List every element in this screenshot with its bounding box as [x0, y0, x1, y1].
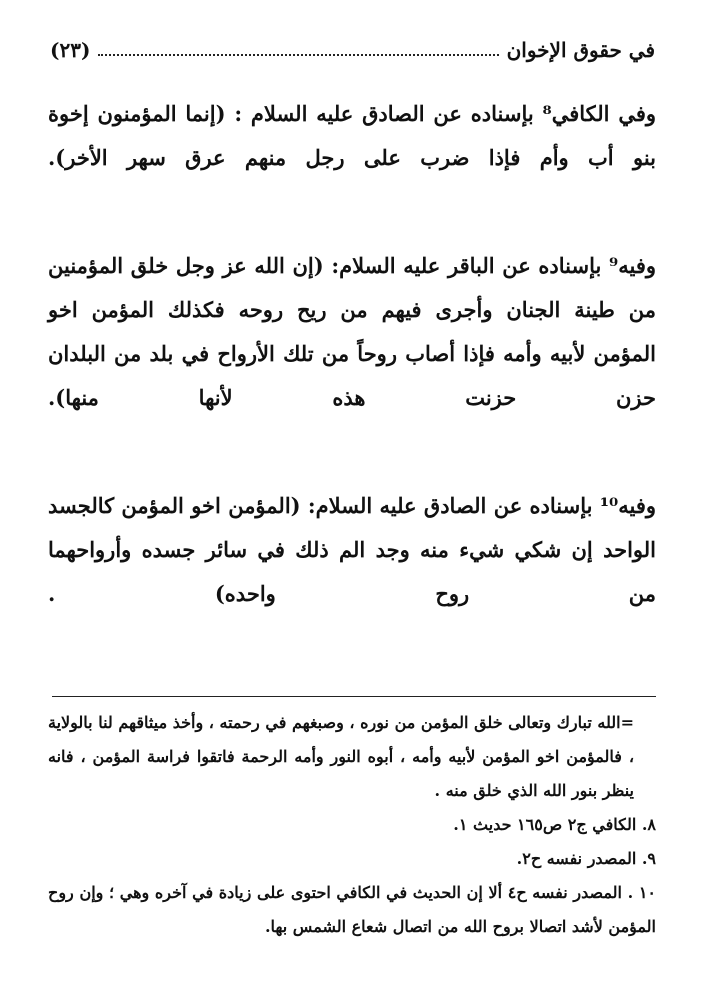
footnote-separator	[52, 696, 656, 697]
header-title: في حقوق الإخوان	[506, 38, 655, 62]
footnote-8: ٨. الكافي ج٢ ص١٦٥ حديث ١.	[453, 815, 656, 834]
footnote-continuation: =الله تبارك وتعالى خلق المؤمن من نوره ، وصبغهم في رحمته ، وأخذ ميثاقهم لنا بالولاية ، فالمؤمن اخو المؤمن لأبيه وأمه ، أبوه النور وأمه الرحمة فاتقوا فراسة المؤمن ، فانه ينظر بنور الله الذي خلق منه .	[48, 713, 635, 800]
footnotes	[48, 706, 656, 944]
paragraph-al-kafi: وفي الكافي⁸ بإسناده عن الصادق عليه السلام : (إنما المؤمنون إخوة بنو أب وأم فإذا ضرب على رجل منهم عرق سهر الأخر).	[48, 101, 657, 170]
footnote-9: ٩. المصدر نفسه ح٢.	[516, 849, 656, 868]
page-number: (٢٣)	[50, 38, 91, 62]
paragraph-al-baqir: وفيه⁹ بإسناده عن الباقر عليه السلام: (إن الله عز وجل خلق المؤمنين من طينة الجنان وأجرى فيهم من ريح روحه فكذلك المؤمن اخو المؤمن لأبيه وأمه فإذا أصاب روحاً من تلك الأرواح في بلد من البلدان حزن حزنت هذه لأنها منها).	[48, 253, 656, 410]
header-dotted-leader	[98, 54, 498, 56]
main-text	[48, 92, 656, 660]
running-header	[50, 28, 655, 62]
footnote-10: ١٠ . المصدر نفسه ح٤ ألا إن الحديث في الكافي احتوى على زيادة في آخره وهي ؛ وإن روح المؤمن لأشد اتصالا بروح الله من اتصال شعاع الشمس بها.	[48, 883, 656, 936]
paragraph-al-sadiq: وفيه¹⁰ بإسناده عن الصادق عليه السلام: (المؤمن اخو المؤمن كالجسد الواحد إن شكي شيء منه وجد الم ذلك في سائر جسده وأرواحهما من روح واحده) .	[48, 493, 656, 606]
